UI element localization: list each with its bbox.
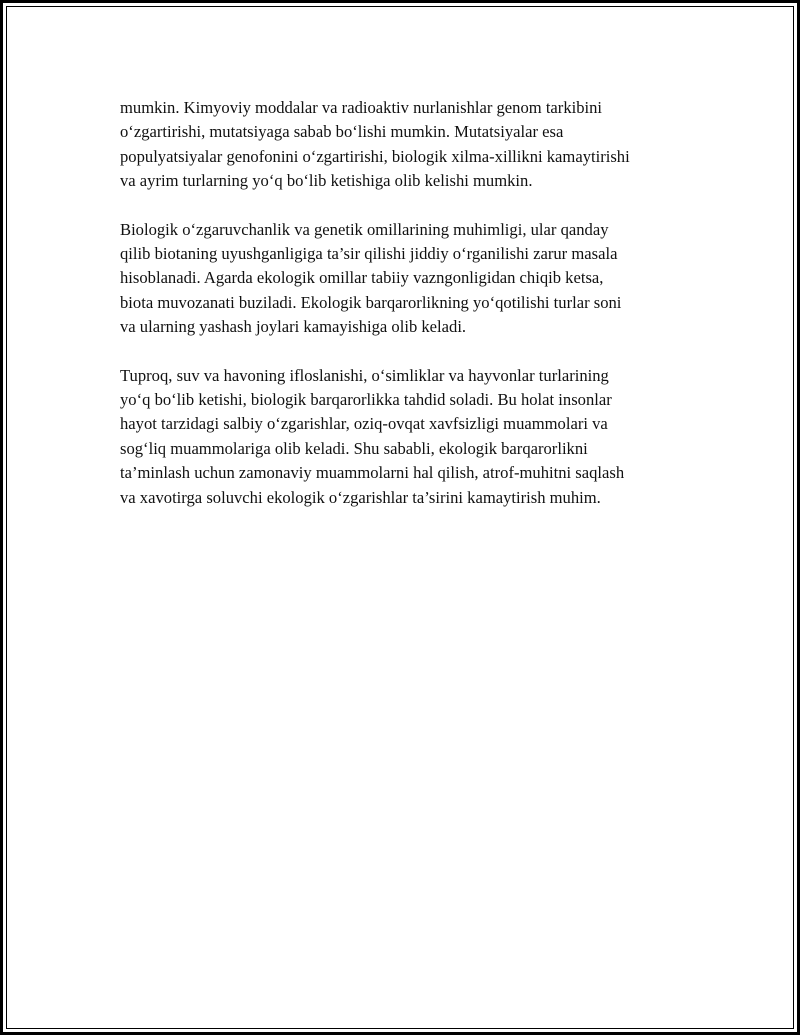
text-line: va xavotirga soluvchi ekologik o‘zgarishlar ta’sirini kamaytirish muhim.: [120, 487, 601, 507]
text-line: sog‘liq muammolariga olib keladi. Shu sababli, ekologik barqarorlikni: [120, 438, 588, 458]
text-line: qilib biotaning uyushganligiga ta’sir qilishi jiddiy o‘rganilishi zarur masala: [120, 244, 618, 264]
paragraph-3: [120, 364, 695, 510]
text-line: mumkin. Kimyoviy moddalar va radioaktiv nurlanishlar genom tarkibini: [120, 98, 603, 117]
document-body: [120, 96, 695, 534]
text-line: o‘zgartirishi, mutatsiyaga sabab bo‘lishi mumkin. Mutatsiyalar esa: [120, 122, 564, 142]
paragraph-1: [120, 96, 695, 194]
paragraph-2: [120, 218, 695, 340]
text-line: va ularning yashash joylari kamayishiga olib keladi.: [120, 317, 467, 337]
text-line: va ayrim turlarning yo‘q bo‘lib ketishiga olib kelishi mumkin.: [120, 171, 533, 191]
text-line: hisoblanadi. Agarda ekologik omillar tabiiy vazngonligidan chiqib ketsa,: [120, 268, 604, 288]
text-line: biota muvozanati buziladi. Ekologik barqarorlikning yo‘qotilishi turlar soni: [120, 292, 622, 312]
text-line: populyatsiyalar genofonini o‘zgartirishi, biologik xilma-xillikni kamaytirishi: [120, 146, 630, 166]
text-line: ta’minlash uchun zamonaviy muammolarni hal qilish, atrof-muhitni saqlash: [120, 463, 625, 483]
text-line: hayot tarzidagi salbiy o‘zgarishlar, oziq-ovqat xavfsizligi muammolari va: [120, 414, 608, 434]
text-line: Tuproq, suv va havoning ifloslanishi, o‘simliklar va hayvonlar turlarining: [120, 365, 609, 385]
text-line: Biologik o‘zgaruvchanlik va genetik omillarining muhimligi, ular qanday: [120, 219, 609, 239]
text-line: yo‘q bo‘lib ketishi, biologik barqarorlikka tahdid soladi. Bu holat insonlar: [120, 390, 612, 410]
